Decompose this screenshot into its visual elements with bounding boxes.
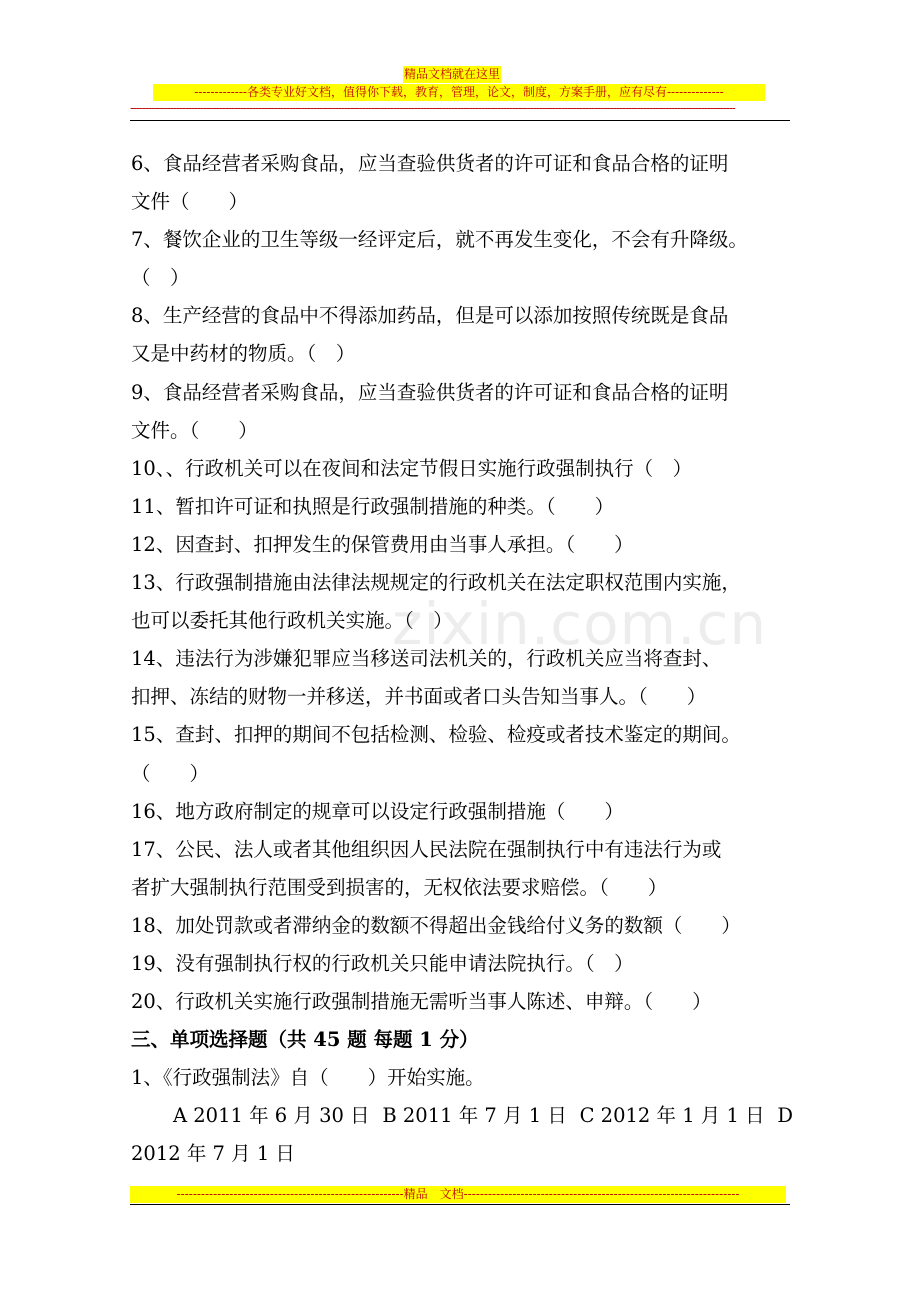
choice-question-1-options [131, 1097, 793, 1135]
question-10: 10、、行政机关可以在夜间和法定节假日实施行政强制执行（ ） [131, 456, 693, 480]
question-6-line-1: 6、食品经营者采购食品，应当查验供货者的许可证和食品合格的证明 [131, 152, 729, 175]
header-banner: -------------各类专业好文档，值得你下载，教育，管理，论文，制度，方案手册，应有尽有-------------- [153, 84, 765, 101]
question-18: 18、加处罚款或者滞纳金的数额不得超出金钱给付义务的数额（ ） [131, 913, 741, 937]
question-9-line-2: 文件。（ ） [131, 418, 258, 442]
question-14-line-2: 扣押、冻结的财物一并移送，并书面或者口头告知当事人。（ ） [131, 685, 707, 709]
choice-question-1-stem: 1、《行政强制法》自（ ）开始实施。 [131, 1066, 485, 1090]
question-17-line-2: 者扩大强制执行范围受到损害的，无权依法要求赔偿。（ ） [131, 875, 668, 899]
question-19: 19、没有强制执行权的行政机关只能申请法院执行。（ ） [131, 951, 634, 975]
question-20: 20、行政机关实施行政强制措施无需听当事人陈述、申辩。（ ） [131, 990, 712, 1014]
question-7-line-2: （ ） [131, 266, 190, 290]
question-9-line-1: 9、食品经营者采购食品，应当查验供货者的许可证和食品合格的证明 [131, 380, 729, 404]
question-14-line-1: 14、违法行为涉嫌犯罪应当移送司法机关的，行政机关应当将查封、 [131, 647, 722, 671]
question-17-line-1: 17、公民、法人或者其他组织因人民法院在强制执行中有违法行为或 [131, 837, 722, 861]
question-13-line-2: 也可以委托其他行政机关实施。（ ） [131, 609, 453, 633]
question-6-line-2: 文件（ ） [131, 190, 249, 214]
question-13-line-1: 13、行政强制措施由法律法规规定的行政机关在法定职权范围内实施， [131, 571, 741, 595]
option-d: D [777, 1104, 793, 1128]
section-3-heading: 三、单项选择题（共 45 题 每题 1 分） [131, 1028, 479, 1052]
question-15-line-2: （ ） [131, 761, 210, 785]
document-body [131, 145, 793, 1174]
footer-band: --------------------------------------------------------精品 文档-------------------------------------------------------------------- [130, 1186, 786, 1203]
option-c: C 2012 年 1 月 1 日 [579, 1104, 765, 1128]
footer-rule [130, 1204, 790, 1205]
question-7-line-1: 7、餐饮企业的卫生等级一经评定后，就不再发生变化，不会有升降级。 [131, 228, 748, 252]
header-title: 精品文档就在这里 [404, 67, 501, 81]
option-a: A 2011 年 6 月 30 日 [173, 1104, 370, 1128]
question-15-line-1: 15、查封、扣押的期间不包括检测、检验、检疫或者技术鉴定的期间。 [131, 723, 741, 747]
question-12: 12、因查封、扣押发生的保管费用由当事人承担。（ ） [131, 532, 634, 556]
header-rule [130, 120, 790, 121]
watermark: zixin.com.cn [392, 590, 768, 658]
question-16: 16、地方政府制定的规章可以设定行政强制措施（ ） [131, 799, 624, 823]
option-b: B 2011 年 7 月 1 日 [382, 1104, 567, 1128]
question-11: 11、暂扣许可证和执照是行政强制措施的种类。（ ） [131, 494, 615, 518]
header-dash-line: ------------------------------------------------------------------------------------------------------------------------------------------------------------------------------------------------------ [130, 101, 735, 115]
question-8-line-1: 8、生产经营的食品中不得添加药品，但是可以添加按照传统既是食品 [131, 304, 729, 328]
question-8-line-2: 又是中药材的物质。（ ） [131, 342, 356, 366]
option-d-continuation: 2012 年 7 月 1 日 [131, 1142, 295, 1166]
